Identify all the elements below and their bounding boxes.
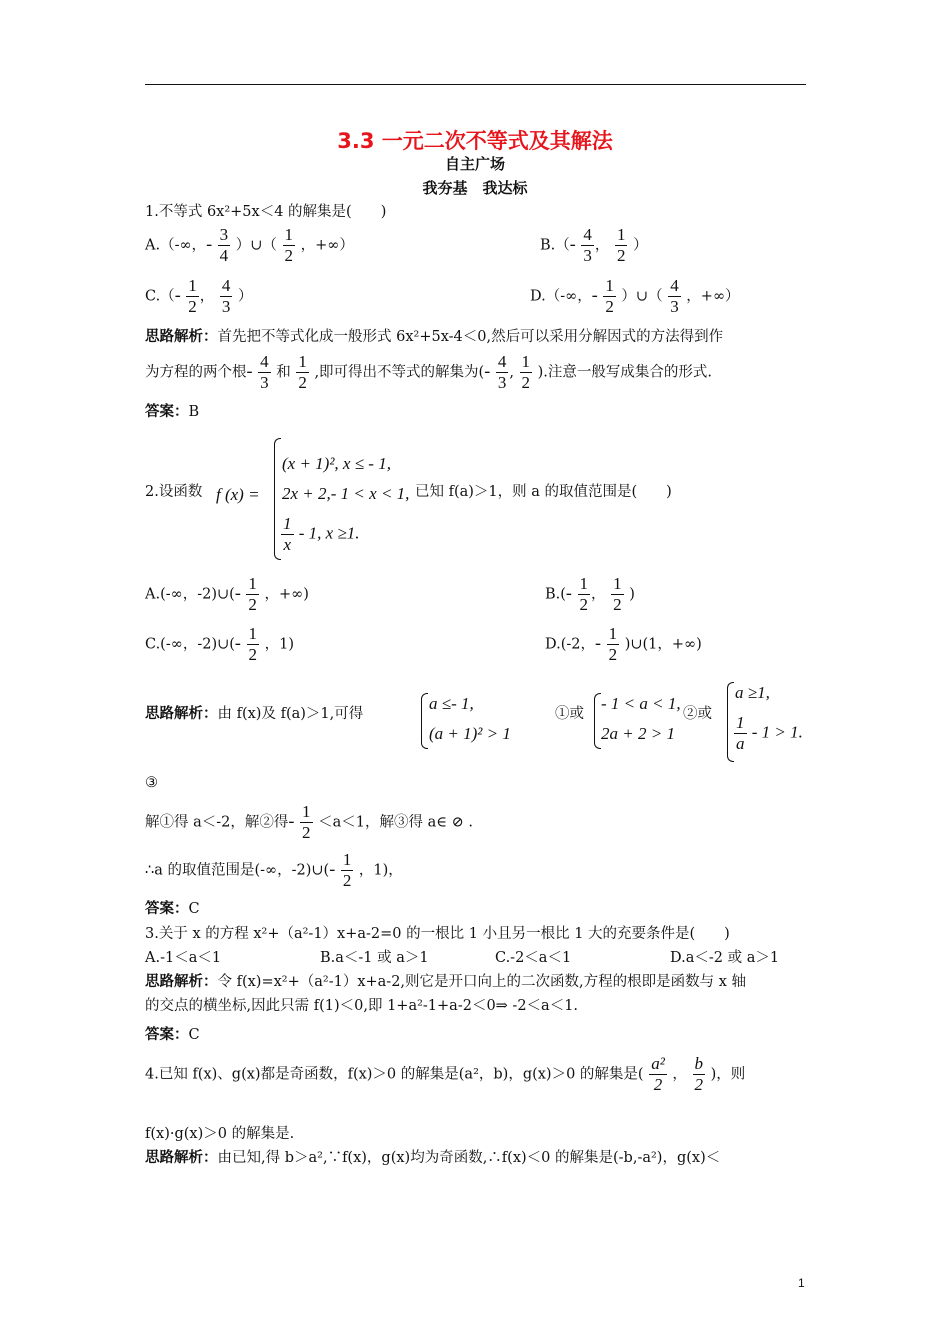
fraction: $\frac{1}{2}$ [248,574,257,614]
q2-answer: 答案：C [145,901,200,917]
q2-option-c: C.(-∞，-2)∪(- $\frac{1}{2}$ ，1) [145,624,295,664]
q2-fx-label: f (x) = [216,485,260,504]
fraction: $\frac{1}{2}$ [188,276,197,316]
page-number: 1 [798,1276,805,1290]
q3-option-b: B.a＜-1 或 a＞1 [320,950,429,966]
q2-system-2-b: 2a + 2 > 1 [601,724,675,743]
fraction: $\frac{1}{2}$ [605,276,614,316]
fraction: $\frac{\text{a²}}{2}$ [651,1054,665,1094]
fraction: $\frac{1}{2}$ [521,352,531,392]
q2-system-1-brace [421,693,428,749]
q2-solve-line: 解①得 a＜-2，解②得- $\frac{1}{2}$ ＜a＜1，解③得 a∈ ⊘ . [145,802,473,842]
q2-range-line: ∴a 的取值范围是(-∞，-2)∪(- $\frac{1}{2}$ ，1)， [145,850,403,890]
q2-or-1: ①或 [555,706,584,722]
q2-piece-2: 2x + 2,- 1 < x < 1, [282,484,410,503]
fraction: $\frac{4}{3}$ [260,352,269,392]
q1-answer: 答案：B [145,404,200,420]
q2-system-1-a: a ≤- 1, [429,694,474,713]
q2-piece-3: $\frac{1}{x}$ - 1, x ≥1. [283,514,360,554]
q2-system-2-a: - 1 < a < 1, [601,694,681,713]
section-subtitle: 自主广场 [444,155,505,173]
q2-option-d: D.(-2，- $\frac{1}{2}$ )∪(1，+∞) [545,624,702,664]
page-title: 3.3 一元二次不等式及其解法 [337,129,613,153]
fraction: $\frac{4}{3}$ [670,276,679,316]
fraction: $\frac{1}{2}$ [302,802,311,842]
q2-circle-3: ③ [145,775,158,791]
q2-piece-1: (x + 1)², x ≤ - 1, [282,454,391,473]
q4-stem-line2: f(x)·g(x)＞0 的解集是. [145,1126,295,1142]
q3-stem: 3.关于 x 的方程 x²+（a²-1）x+a-2=0 的一根比 1 小且另一根比 1 大的充要条件是( ) [145,926,730,942]
q2-system-3-b: $\frac{1}{a}$ - 1 > 1. [736,713,803,753]
fraction: $\frac{4}{3}$ [583,225,592,265]
q3-answer: 答案：C [145,1027,200,1043]
fraction: $\frac{1}{2}$ [608,624,618,664]
fraction: $\frac{3}{4}$ [219,225,229,265]
q3-option-d: D.a＜-2 或 a＞1 [670,950,780,966]
fraction: $\frac{1}{2}$ [613,574,622,614]
fraction: $\frac{1}{x}$ [283,514,292,554]
q4-stem: 4.已知 f(x)、g(x)都是奇函数，f(x)＞0 的解集是(a²，b)，g(x)＞0 的解集是( $\frac{\text{a²}}{2}$ ， $\frac{b}{2}$ )，则 [145,1054,746,1094]
q2-or-2: ②或 [683,706,712,722]
q2-system-3-a: a ≥1, [735,683,770,702]
fraction: $\frac{1}{2}$ [284,225,294,265]
q1-analysis-line1: 思路解析：首先把不等式化成一般形式 6x²+5x-4＜0,然后可以采用分解因式的方法得到作 [145,329,724,345]
q1-option-c: C.（- $\frac{1}{2}$ ， $\frac{4}{3}$ ） [145,276,253,316]
fraction: $\frac{1}{2}$ [579,574,589,614]
fraction: $\frac{1}{2}$ [616,225,626,265]
q1-option-a: A.（-∞，- $\frac{3}{4}$ ）∪（ $\frac{1}{2}$ ，+∞） [145,225,354,265]
q2-stem-prefix: 2.设函数 [145,484,203,500]
q1-stem: 1.不等式 6x²+5x＜4 的解集是( ) [145,204,387,220]
fraction: $\frac{4}{3}$ [221,276,231,316]
q2-stem-suffix: 已知 f(a)＞1，则 a 的取值范围是( ) [415,484,672,500]
q2-option-a: A.(-∞，-2)∪(- $\frac{1}{2}$ ，+∞) [145,574,309,614]
fraction: $\frac{1}{a}$ [736,713,745,753]
q1-option-d: D.（-∞，- $\frac{1}{2}$ ）∪（ $\frac{4}{3}$ ，+∞） [530,276,740,316]
q3-analysis-line2: 的交点的横坐标,因此只需 f(1)＜0,即 1+a²-1+a-2＜0⇒ -2＜a＜1. [145,998,579,1014]
q3-analysis-line1: 思路解析：令 f(x)=x²+（a²-1）x+a-2,则它是开口向上的二次函数,方程的根即是函数与 x 轴 [145,974,747,990]
fraction: $\frac{b}{2}$ [694,1054,704,1094]
q2-system-1-b: (a + 1)² > 1 [429,724,511,743]
q3-option-a: A.-1＜a＜1 [145,950,222,966]
q3-option-c: C.-2＜a＜1 [495,950,572,966]
fraction: $\frac{4}{3}$ [497,352,507,392]
fraction: $\frac{1}{2}$ [342,850,352,890]
q2-analysis: 思路解析：由 f(x)及 f(a)＞1,可得 [145,706,364,722]
fraction: $\frac{1}{2}$ [298,352,307,392]
q1-option-b: B.（- $\frac{4}{3}$ ， $\frac{1}{2}$ ） [540,225,648,265]
q2-system-2-brace [594,693,601,749]
header-rule [145,84,806,85]
q1-analysis-line2: 为方程的两个根- $\frac{4}{3}$ 和 $\frac{1}{2}$ ,即可得出不等式的解集为(- $\frac{4}{3}$ , $\frac{1}{2}$ ).注意一般写成集合的形式. [145,352,713,392]
fraction: $\frac{1}{2}$ [248,624,258,664]
q2-option-b: B.(- $\frac{1}{2}$ ， $\frac{1}{2}$ ) [545,574,635,614]
q4-analysis-line1: 思路解析：由已知,得 b＞a²,∵f(x)，g(x)均为奇函数,∴f(x)＜0 的解集是(-b,-a²)，g(x)＜ [145,1150,721,1166]
section-subtitle-2: 我夯基 我达标 [422,179,528,197]
